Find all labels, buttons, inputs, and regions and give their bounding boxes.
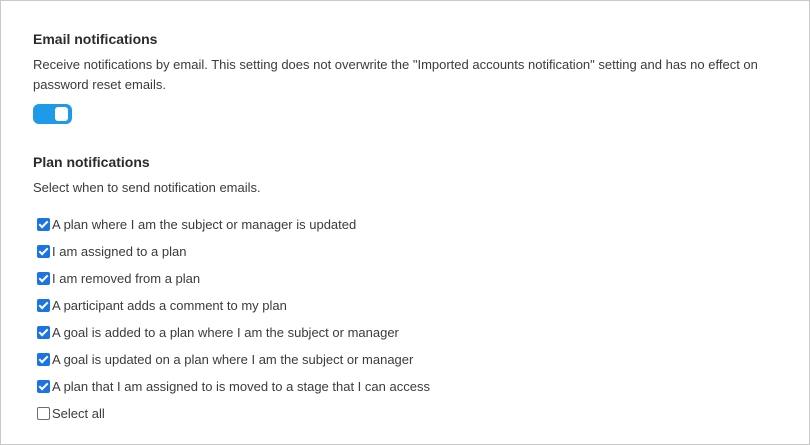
option-plan-stage-moved[interactable] bbox=[37, 373, 430, 400]
option-removed-from-plan[interactable] bbox=[37, 265, 430, 292]
checkbox[interactable] bbox=[37, 407, 50, 420]
option-participant-comment[interactable] bbox=[37, 292, 430, 319]
plan-notifications-title: Plan notifications bbox=[33, 154, 150, 170]
email-notifications-toggle[interactable] bbox=[33, 104, 72, 124]
option-label: I am removed from a plan bbox=[52, 271, 201, 286]
checkbox[interactable] bbox=[37, 218, 50, 231]
option-select-all[interactable] bbox=[37, 400, 430, 427]
checkbox[interactable] bbox=[37, 380, 50, 393]
option-plan-updated[interactable] bbox=[37, 211, 430, 238]
option-label: A plan where I am the subject or manager is updated bbox=[52, 217, 357, 232]
option-goal-updated[interactable] bbox=[37, 346, 430, 373]
plan-notification-options bbox=[37, 211, 430, 427]
email-notifications-title: Email notifications bbox=[33, 31, 158, 47]
option-label: A participant adds a comment to my plan bbox=[52, 298, 287, 313]
checkbox[interactable] bbox=[37, 326, 50, 339]
checkbox[interactable] bbox=[37, 353, 50, 366]
option-label: A goal is updated on a plan where I am the subject or manager bbox=[52, 352, 414, 367]
option-assigned-to-plan[interactable] bbox=[37, 238, 430, 265]
checkbox[interactable] bbox=[37, 245, 50, 258]
option-goal-added[interactable] bbox=[37, 319, 430, 346]
option-label: A goal is added to a plan where I am the subject or manager bbox=[52, 325, 399, 340]
plan-notifications-description: Select when to send notification emails. bbox=[33, 180, 261, 195]
checkbox[interactable] bbox=[37, 299, 50, 312]
option-label: I am assigned to a plan bbox=[52, 244, 187, 259]
toggle-knob bbox=[55, 107, 68, 121]
checkbox[interactable] bbox=[37, 272, 50, 285]
email-notifications-description: Receive notifications by email. This setting does not overwrite the "Imported accounts notification" setting and has no effect on password reset emails. bbox=[33, 57, 758, 92]
option-label: Select all bbox=[52, 406, 105, 421]
option-label: A plan that I am assigned to is moved to a stage that I can access bbox=[52, 379, 430, 394]
